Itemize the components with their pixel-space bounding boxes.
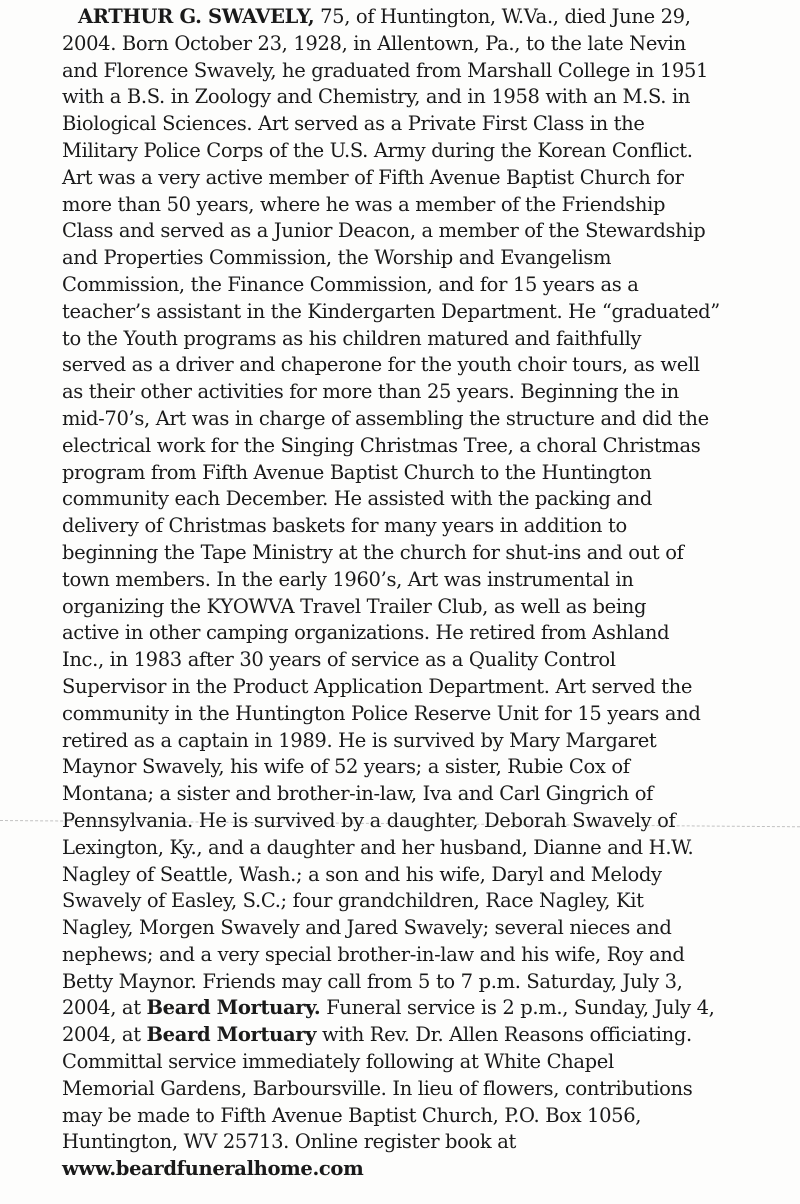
text-line: community each December. He assisted with the packing and <box>62 487 652 511</box>
funeral-home-website: www.beardfuneralhome.com <box>62 1157 364 1181</box>
text-line: Supervisor in the Product Application Department. Art served the <box>62 674 693 698</box>
text-line: and Properties Commission, the Worship and Evangelism <box>62 246 612 270</box>
text-line: organizing the KYOWVA Travel Trailer Club, as well as being <box>62 594 647 618</box>
text-line: Commission, the Finance Commission, and for 15 years as a <box>62 272 639 296</box>
text-line: Inc., in 1983 after 30 years of service as a Quality Control <box>62 648 616 672</box>
text-line: beginning the Tape Ministry at the church for shut-ins and out of <box>62 540 684 564</box>
text-line: Military Police Corps of the U.S. Army during the Korean Conflict. <box>62 138 693 162</box>
text-line: active in other camping organizations. He retired from Ashland <box>62 621 670 645</box>
text-line: nephews; and a very special brother-in-law and his wife, Roy and <box>62 942 685 966</box>
text-line: more than 50 years, where he was a member of the Friendship <box>62 192 666 216</box>
visitation-line-end: Funeral service is 2 p.m., Sunday, July 4, <box>320 996 715 1020</box>
text-line: Memorial Gardens, Barboursville. In lieu of flowers, contributions <box>62 1076 693 1100</box>
service-line-end: with Rev. Dr. Allen Reasons officiating. <box>316 1023 692 1047</box>
text-line: Swavely of Easley, S.C.; four grandchildren, Race Nagley, Kit <box>62 889 644 913</box>
obituary-text <box>62 4 782 1183</box>
text-line: town members. In the early 1960’s, Art was instrumental in <box>62 567 634 591</box>
text-line: to the Youth programs as his children matured and faithfully <box>62 326 642 350</box>
text-line: and Florence Swavely, he graduated from Marshall College in 1951 <box>62 58 709 82</box>
text-line: retired as a captain in 1989. He is survived by Mary Margaret <box>62 728 657 752</box>
text-line: Maynor Swavely, his wife of 52 years; a sister, Rubie Cox of <box>62 755 630 779</box>
first-line-text: 75, of Huntington, W.Va., died June 29, <box>314 5 691 28</box>
text-line: Pennsylvania. He is survived by a daughter, Deborah Swavely of <box>62 808 676 832</box>
visitation-line <box>62 995 782 1022</box>
text-line: served as a driver and chaperone for the youth choir tours, as well <box>62 353 700 377</box>
text-line: program from Fifth Avenue Baptist Church to the Huntington <box>62 460 652 484</box>
text-line: Committal service immediately following at White Chapel <box>62 1050 614 1074</box>
text-line: Art was a very active member of Fifth Avenue Baptist Church for <box>62 165 684 189</box>
obituary-first-line <box>62 4 782 31</box>
text-line: Nagley of Seattle, Wash.; a son and his wife, Daryl and Melody <box>62 862 662 886</box>
decedent-name: ARTHUR G. SWAVELY, <box>78 5 315 28</box>
text-line: community in the Huntington Police Reserve Unit for 15 years and <box>62 701 701 725</box>
mortuary-name: Beard Mortuary. <box>146 996 321 1020</box>
text-line: teacher’s assistant in the Kindergarten Department. He “graduated” <box>62 299 720 323</box>
service-line <box>62 1022 782 1049</box>
text-line: Lexington, Ky., and a daughter and her husband, Dianne and H.W. <box>62 835 694 859</box>
visitation-line-start: 2004, at <box>62 996 147 1020</box>
text-line: Huntington, WV 25713. Online register book at <box>62 1130 517 1154</box>
text-line: as their other activities for more than 25 years. Beginning the in <box>62 380 679 404</box>
service-line-start: 2004, at <box>62 1023 147 1047</box>
text-line: 2004. Born October 23, 1928, in Allentown, Pa., to the late Nevin <box>62 31 686 55</box>
text-line: delivery of Christmas baskets for many years in addition to <box>62 514 627 538</box>
text-line: Class and served as a Junior Deacon, a member of the Stewardship <box>62 219 706 243</box>
text-line: mid-70’s, Art was in charge of assembling the structure and did the <box>62 406 709 430</box>
text-line: with a B.S. in Zoology and Chemistry, and in 1958 with an M.S. in <box>62 85 691 109</box>
mortuary-name: Beard Mortuary <box>146 1023 317 1047</box>
text-line: may be made to Fifth Avenue Baptist Church, P.O. Box 1056, <box>62 1103 642 1127</box>
text-line: Biological Sciences. Art served as a Private First Class in the <box>62 112 645 136</box>
text-line: Montana; a sister and brother-in-law, Iva and Carl Gingrich of <box>62 782 653 806</box>
text-line: Nagley, Morgen Swavely and Jared Swavely; several nieces and <box>62 916 672 940</box>
text-line: electrical work for the Singing Christmas Tree, a choral Christmas <box>62 433 701 457</box>
text-line: Betty Maynor. Friends may call from 5 to 7 p.m. Saturday, July 3, <box>62 969 683 993</box>
